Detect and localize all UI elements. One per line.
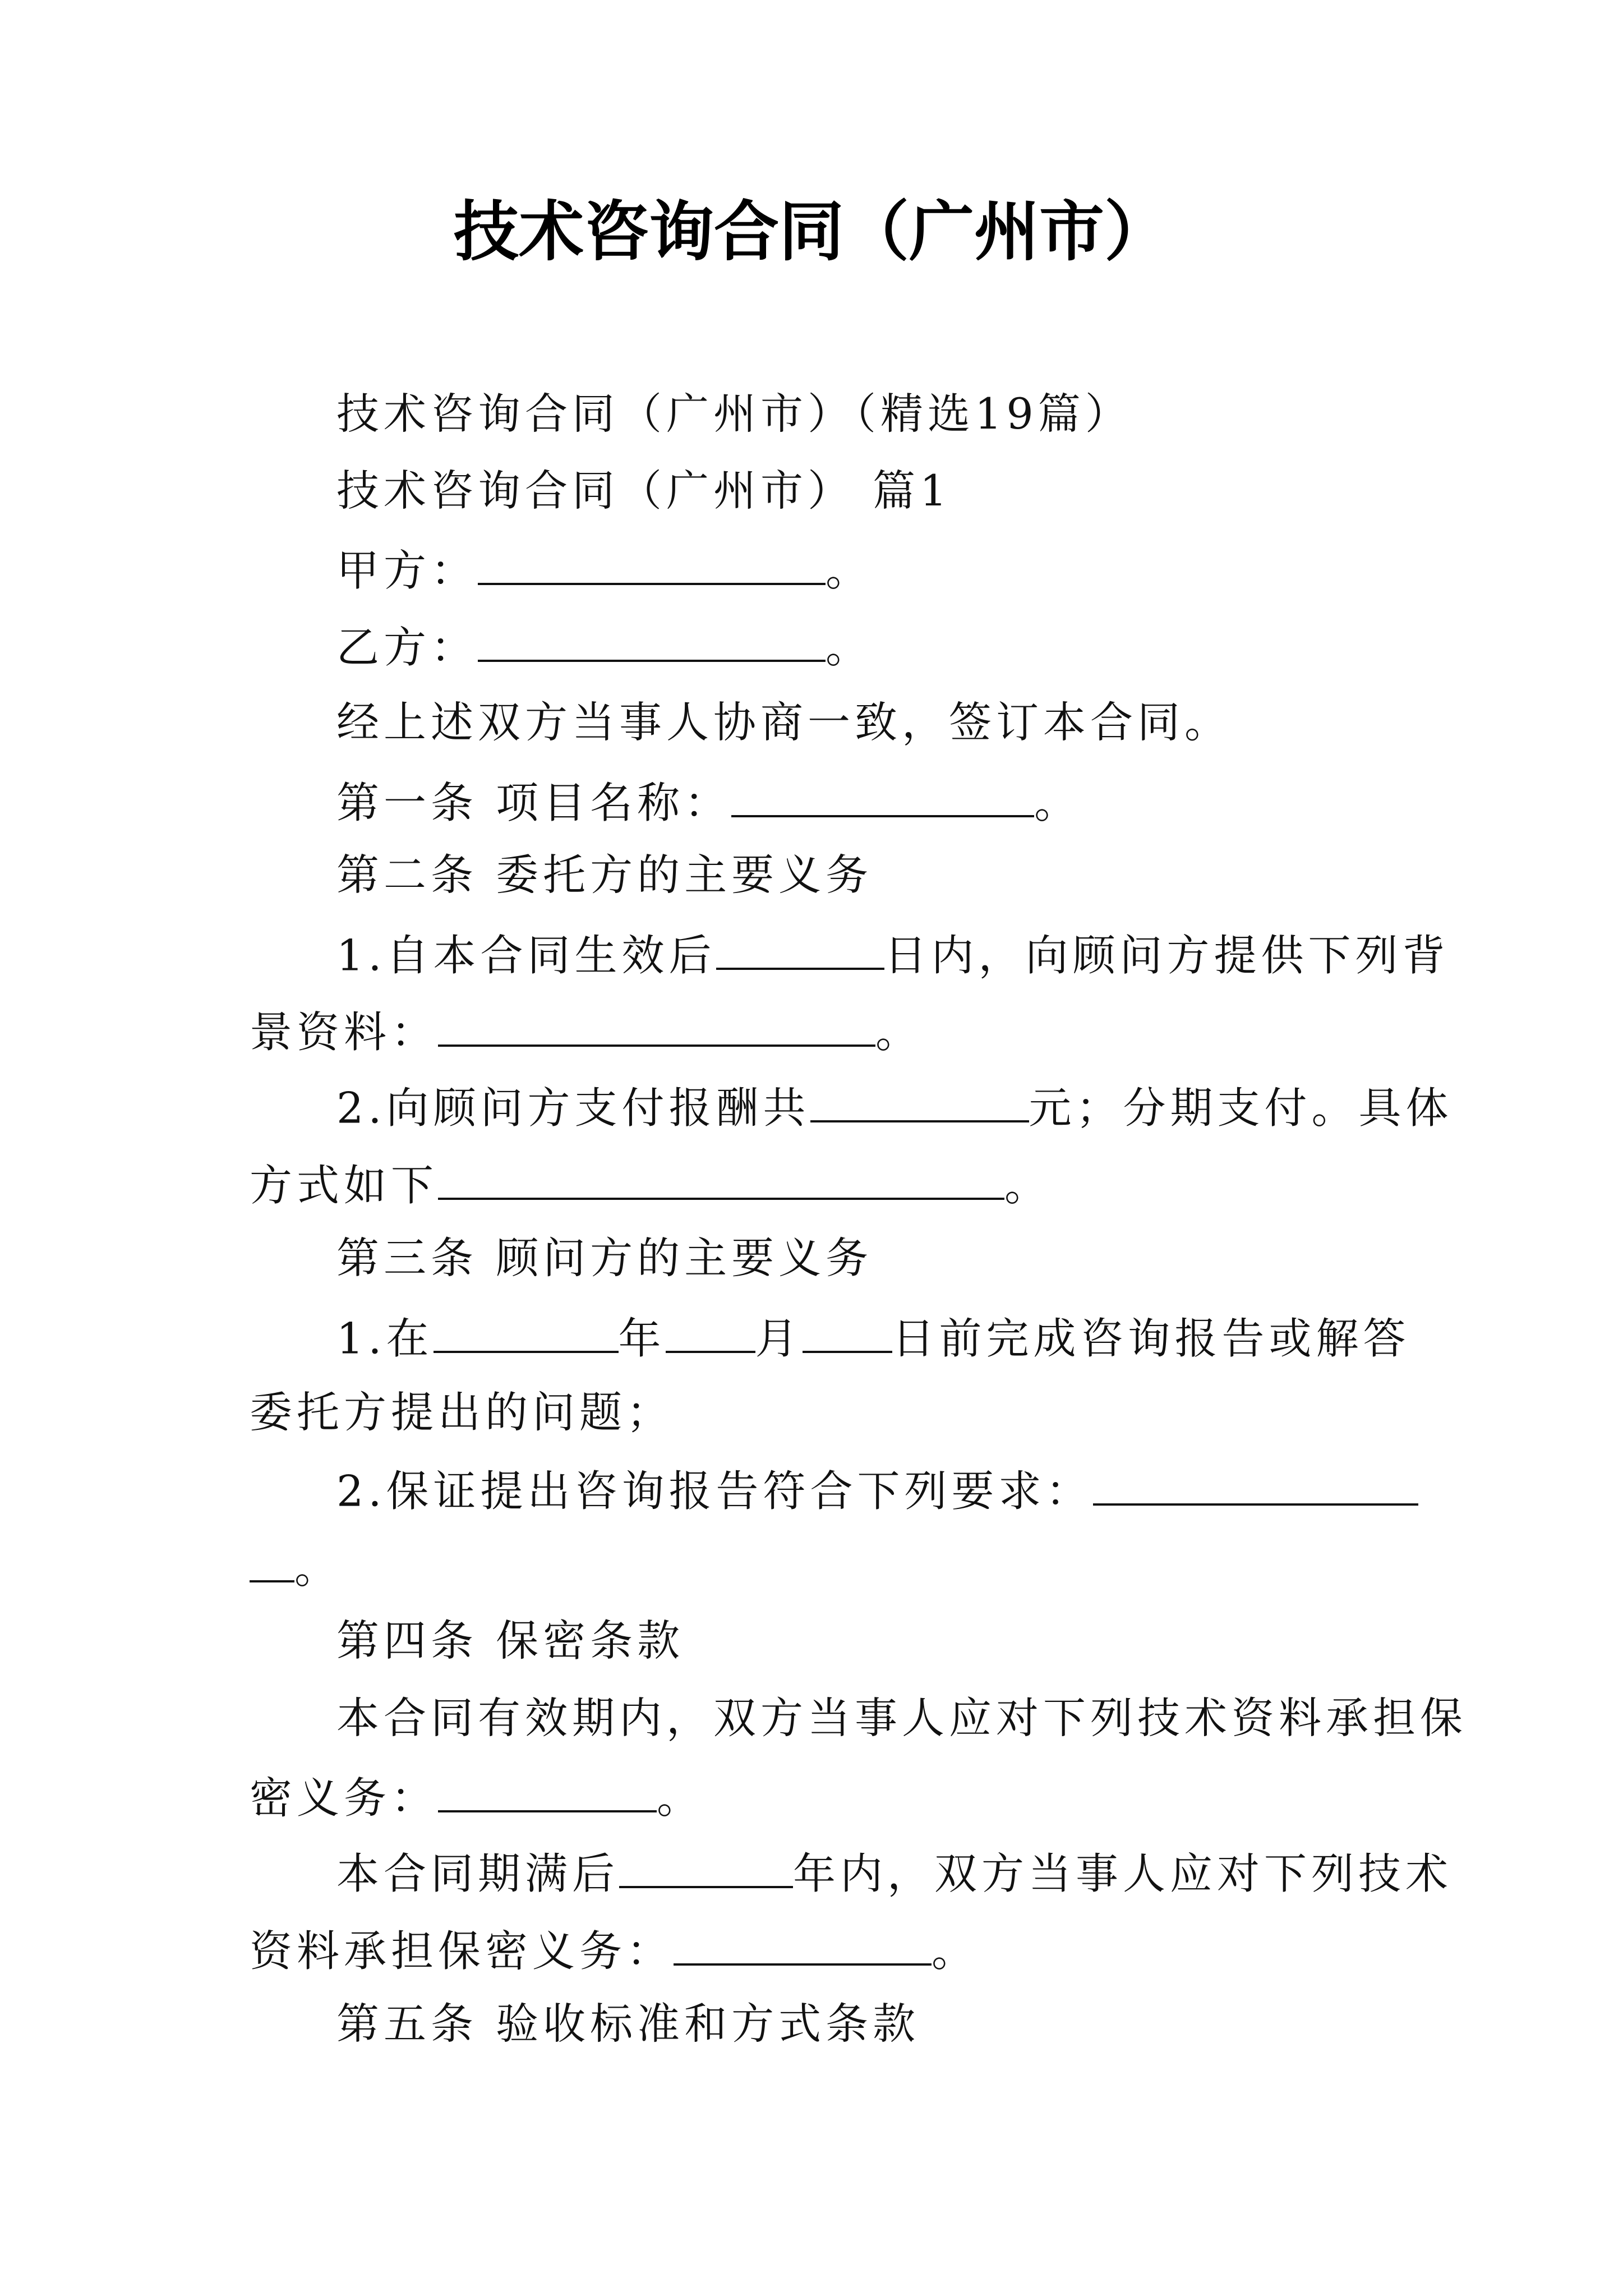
period: 。	[875, 1007, 923, 1057]
text-span: 年内，双方当事人应对下列技术	[793, 1848, 1453, 1899]
blank-field	[434, 1314, 619, 1353]
blank-field	[810, 1084, 1029, 1122]
paragraph-line	[250, 1543, 342, 1593]
text-span: 密义务：	[250, 1773, 438, 1823]
party-b-line	[336, 622, 873, 673]
document-title: 技术咨询合同（广州市）	[454, 194, 1169, 270]
blank-field	[250, 1544, 294, 1582]
clause-2-heading: 第二条 委托方的主要义务	[336, 850, 873, 900]
paragraph-line	[336, 1083, 1453, 1133]
blank-field	[731, 779, 1034, 817]
paragraph-line	[250, 1926, 979, 1976]
blank-field	[478, 623, 826, 662]
paragraph-line	[336, 1466, 1418, 1516]
text-span: 2.向顾问方支付报酬共	[336, 1083, 810, 1133]
blank-field	[1093, 1467, 1418, 1506]
text-span: 方式如下	[250, 1160, 438, 1211]
period: 。	[1034, 777, 1082, 828]
text-span: 1.自本合同生效后	[336, 930, 716, 981]
text-span: 资料承担保密义务：	[250, 1926, 674, 1976]
blank-field	[803, 1314, 892, 1353]
text-span: 景资料：	[250, 1007, 438, 1057]
paragraph-line	[336, 930, 1450, 981]
clause-5-heading: 第五条 验收标准和方式条款	[336, 1999, 920, 2049]
clause-4-heading: 第四条 保密条款	[336, 1616, 685, 1665]
period: 。	[826, 622, 873, 673]
party-b-label: 乙方：	[336, 622, 478, 673]
blank-field	[716, 931, 884, 970]
text-span: 日内，向顾问方提供下列背	[884, 930, 1450, 981]
paragraph-line	[250, 1773, 704, 1823]
period: 。	[1004, 1160, 1052, 1211]
paragraph-line	[250, 1007, 923, 1057]
section-heading: 技术咨询合同（广州市） 篇1	[336, 466, 952, 516]
paragraph-line	[336, 1313, 1410, 1364]
blank-field	[438, 1774, 657, 1812]
blank-field	[619, 1849, 793, 1888]
subtitle-line: 技术咨询合同（广州市）（精选19篇）	[336, 389, 1132, 439]
party-a-label: 甲方：	[336, 545, 478, 596]
period: 。	[826, 545, 873, 596]
text-span: 2.保证提出咨询报告符合下列要求：	[336, 1466, 1093, 1516]
paragraph-line: 委托方提出的问题；	[250, 1387, 674, 1437]
clause-3-heading: 第三条 顾问方的主要义务	[336, 1233, 873, 1283]
period: 。	[294, 1543, 342, 1593]
blank-field	[438, 1161, 1004, 1200]
paragraph-line	[336, 1848, 1453, 1899]
paragraph-line	[250, 1160, 1052, 1211]
text-span: 元；分期支付。具体	[1029, 1083, 1453, 1133]
clause-1-label: 第一条 项目名称：	[336, 777, 732, 828]
party-a-line	[336, 545, 873, 596]
paragraph-line: 经上述双方当事人协商一致，签订本合同。	[336, 697, 1232, 747]
text-span: 本合同期满后	[336, 1848, 619, 1899]
blank-field	[674, 1927, 932, 1966]
blank-field	[438, 1008, 875, 1047]
text-span: 日前完成咨询报告或解答	[892, 1313, 1410, 1364]
period: 。	[932, 1926, 979, 1976]
paragraph-line: 本合同有效期内，双方当事人应对下列技术资料承担保	[336, 1693, 1467, 1743]
period: 。	[657, 1773, 704, 1823]
blank-field	[478, 546, 826, 585]
blank-field	[666, 1314, 755, 1353]
text-span: 1.在	[336, 1313, 434, 1364]
text-span: 月	[755, 1313, 803, 1364]
clause-1-line	[336, 777, 1082, 828]
text-span: 年	[618, 1313, 666, 1364]
